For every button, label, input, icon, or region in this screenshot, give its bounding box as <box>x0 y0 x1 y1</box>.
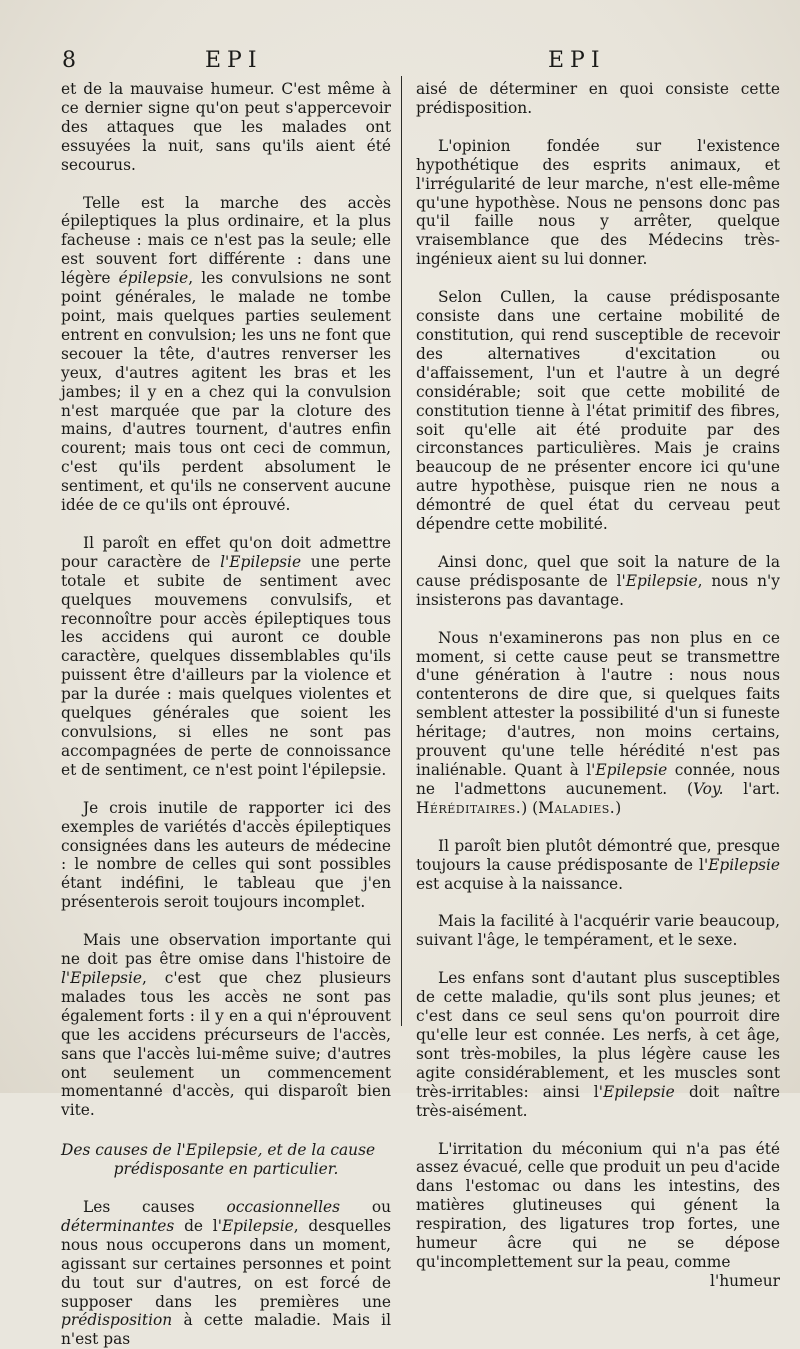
paragraph: Il paroît bien plutôt démontré que, presque toujours la cause prédisposante de l'Epilepsie est acquise à la naissance. <box>416 836 780 893</box>
paragraph: Ainsi donc, quel que soit la nature de la cause prédisposante de l'Epilepsie, nous n'y insisterons pas davantage. <box>416 552 780 609</box>
paragraph: et de la mauvaise humeur. C'est même à ce dernier signe qu'on peut s'appercevoir des attaques que les malades ont essuyées la nuit, sans qu'ils aient été secourus. <box>61 80 391 174</box>
catchword: l'humeur <box>710 1271 780 1290</box>
column-divider <box>401 76 402 1026</box>
paragraph: Telle est la marche des accès épileptiques la plus ordinaire, et la plus facheuse : mais ce n'est pas la seule; elle est souvent fort différente : dans une légère épilepsie, les convulsions ne sont point générales, le malade ne tombe point, mais quelques parties seulement entrent en convulsion; les uns ne font que secouer la tête, d'autres renverser les yeux, d'autres agitent les bras et les jambes; il y en a chez qui la convulsion n'est marquée que par la cloture des mains, d'autres tournent, d'autres enfin courent; mais tous ont ceci de commun, c'est qu'ils perdent absolument le sentiment, et qu'ils ne conservent aucune idée de ce qu'ils ont éprouvé. <box>61 193 391 515</box>
paragraph: Il paroît en effet qu'on doit admettre pour caractère de l'Epilepsie une perte totale et subite de sentiment avec quelques mouvemens convulsifs, et reconnoître pour accès épileptiques tous les accidens qui auront ce double caractère, quelques dissemblables qu'ils puissent être d'ailleurs par la violence et par la durée : mais quelques violentes et quelques générales que soient les convulsions, si elles ne sont pas accompagnées de perte de connoissance et de sentiment, ce n'est point l'épilepsie. <box>61 533 392 779</box>
paragraph: Je crois inutile de rapporter ici des exemples de variétés d'accès épileptiques consignées dans les auteurs de médecine : le nombre de celles qui sont possibles étant indéfini, le tableau que j'en présenterois seroit toujours incomplet. <box>61 798 391 912</box>
paragraph: aisé de déterminer en quoi consiste cette prédisposition. <box>416 80 780 117</box>
page-number: 8 <box>62 48 76 73</box>
page-header <box>0 48 800 78</box>
left-column <box>61 80 391 1349</box>
paragraph: L'opinion fondée sur l'existence hypothétique des esprits animaux, et l'irrégularité de leur marche, n'est elle-même qu'une hypothèse. Nous ne pensons donc pas qu'il faille nous y arrêter, quelque vraisemblance que des Médecins très-ingénieux aient su lui donner. <box>416 136 780 269</box>
paragraph: Les enfans sont d'autant plus susceptibles de cette maladie, qu'ils sont plus jeunes; et c'est dans ce seul sens qu'on pourroit dire qu'elle leur est connée. Les nerfs, à cet âge, sont très-mobiles, la plus légère cause les agite considérablement, et les muscles sont très-irritables: ainsi l'Epilepsie doit naître très-aisément. <box>416 969 780 1120</box>
paragraph: Mais une observation importante qui ne doit pas être omise dans l'histoire de l'Epilepsie, c'est que chez plusieurs malades tous les accès ne sont pas également forts : il y en a qui n'éprouvent que les accidens précurseurs de l'accès, sans que l'accès lui-même suive; d'autres ont seulement un commencement momentanné d'accès, qui disparoît bien vite. <box>61 931 391 1120</box>
right-column <box>416 80 780 1291</box>
paragraph: Mais la facilité à l'acquérir varie beaucoup, suivant l'âge, le tempérament, et le sexe. <box>416 912 780 950</box>
paragraph: Nous n'examinerons pas non plus en ce moment, si cette cause peut se transmettre d'une génération à l'autre : nous nous contenterons de dire que, si quelques faits semblent attester la possibilité d'un si funeste héritage; d'autres, non moins certains, prouvent qu'une telle hérédité n'est pas inaliénable. Quant à l'Epilepsie connée, nous ne l'admettons aucunement. (Voy. l'art. Héréditaires.) (Maladies.) <box>416 628 781 817</box>
section-heading: Des causes de l'Epilepsie, et de la cause prédisposante en particulier. <box>61 1141 376 1179</box>
paragraph: Les causes occasionnelles ou déterminantes de l'Epilepsie, desquelles nous nous occuperons dans un moment, agissant sur certaines personnes et point du tout sur d'autres, on est forcé de supposer dans les premières une prédisposition à cette maladie. Mais il n'est pas <box>61 1198 391 1349</box>
running-head-left: EPI <box>205 48 263 73</box>
running-head-right: EPI <box>548 48 606 73</box>
paragraph: L'irritation du méconium qui n'a pas été assez évacué, celle que produit un peu d'acide dans l'estomac ou dans les intestins, des matières glutineuses qui génent la respiration, des ligatures trop fortes, une humeur âcre qui ne se dépose qu'incomplettement sur la peau, comme <box>416 1139 780 1271</box>
paragraph: Selon Cullen, la cause prédisposante consiste dans une certaine mobilité de constitution, qui rend susceptible de recevoir des alternatives d'excitation ou d'affaissement, l'un et l'autre à un degré considérable; soit que cette mobilité de constitution tienne à l'état primitif des fibres, soit qu'elle ait été produite par des circonstances particulières. Mais je crains beaucoup de ne présenter encore ici qu'une autre hypothèse, puisque rien ne nous a démontré de quel état du cerveau peut dépendre cette mobilité. <box>416 288 780 534</box>
